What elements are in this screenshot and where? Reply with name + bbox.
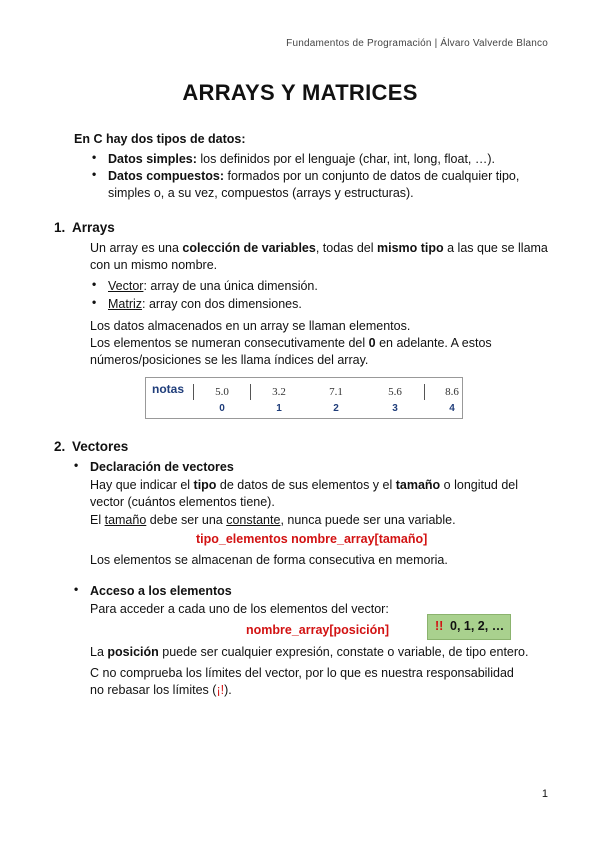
text-run-red: ¡! [216,683,225,697]
text-run: o longitud del [440,478,519,492]
text-run-bold: 0 [368,336,376,350]
decl-syntax: tipo_elementos nombre_array[tamaño] [196,532,428,546]
text-run: Los elementos se numeran consecutivamente del [90,336,369,350]
bullet-icon: • [92,277,97,291]
array-index: 0 [219,403,225,414]
arrays-p2: Los datos almacenados en un array se llaman elementos. [90,319,411,333]
text-run-bold: mismo tipo [376,241,444,255]
array-value: 7.1 [329,386,343,398]
section-number: 2. [54,439,66,454]
text-run-bold: tipo [193,478,217,492]
subheading-declaracion: Declaración de vectores [90,460,234,474]
text-run: debe ser una [146,513,227,527]
array-name-label: notas [152,382,185,396]
arrays-p1-cont: con un mismo nombre. [90,258,218,272]
compuestos-term: Datos compuestos: [108,169,224,183]
array-index: 2 [333,403,339,414]
page-number: 1 [541,788,548,800]
arrays-p1 [90,240,548,257]
matriz-term: Matriz [108,297,143,311]
intro-line: En C hay dos tipos de datos: [74,132,246,146]
text-run: , nunca puede ser una variable. [280,513,456,527]
acc-syntax: nombre_array[posición] [246,623,390,637]
text-run-underline: tamaño [104,513,147,527]
subheading-acceso: Acceso a los elementos [90,584,232,598]
array-value: 5.0 [215,386,229,398]
array-separator [424,384,425,400]
matriz-text: : array con dos dimensiones. [142,297,302,311]
intro-compuestos [108,168,519,185]
bullet-icon: • [92,295,97,309]
vector-term: Vector [108,279,144,293]
array-separator [250,384,251,400]
bullet-icon: • [74,458,79,472]
text-run: Un array es una [90,241,183,255]
warning-mark-icon: !! [435,619,444,633]
array-index: 3 [392,403,398,414]
decl-p3: Los elementos se almacenan de forma consecutiva en memoria. [90,553,448,567]
simples-term: Datos simples: [108,152,197,166]
text-run-underline: constante [226,513,281,527]
intro-compuestos-cont: simples o, a su vez, compuestos (arrays y estructuras). [108,186,414,200]
text-run: El [90,513,105,527]
bullet-icon: • [74,582,79,596]
acc-p1: Para acceder a cada uno de los elementos del vector: [90,602,389,616]
text-run: Hay que indicar el [90,478,194,492]
acc-p4 [90,682,232,699]
simples-text: los definidos por el lenguaje (char, int, long, float, …). [196,152,496,166]
page-title: ARRAYS Y MATRICES [182,80,418,105]
array-index: 1 [276,403,282,414]
array-value: 3.2 [272,386,286,398]
text-run: de datos de sus elementos y el [216,478,396,492]
text-run: no rebasar los límites ( [90,683,217,697]
text-run: en adelante. A estos [375,336,492,350]
section-heading-arrays: Arrays [72,220,115,235]
array-index: 4 [449,403,455,414]
compuestos-text: formados por un conjunto de datos de cualquier tipo, [224,169,520,183]
section-heading-vectores: Vectores [72,439,129,454]
arrays-p3-cont: números/posiciones se les llama índices del array. [90,353,369,367]
array-figure [145,377,463,419]
intro-simples [108,151,495,168]
text-run: a las que se llama [443,241,548,255]
index-note-text: 0, 1, 2, … [450,619,505,633]
acc-p2 [90,644,528,661]
section-number: 1. [54,220,66,235]
vector-def [108,278,318,295]
text-run: puede ser cualquier expresión, constate o variable, de tipo entero. [158,645,529,659]
array-separator [193,384,194,400]
running-header: Fundamentos de Programación | Álvaro Valverde Blanco [286,38,548,49]
bullet-icon: • [92,150,97,164]
index-note-badge [427,614,511,640]
decl-p1 [90,477,518,494]
decl-p2 [90,512,456,529]
bullet-icon: • [92,167,97,181]
array-value: 8.6 [445,386,459,398]
text-run: , todas del [315,241,377,255]
decl-p1-cont: vector (cuántos elementos tiene). [90,495,275,509]
text-run: La [90,645,108,659]
array-value: 5.6 [388,386,402,398]
vector-text: : array de una única dimensión. [143,279,318,293]
text-run: ). [224,683,232,697]
arrays-p3 [90,335,492,352]
text-run-bold: posición [107,645,159,659]
text-run-bold: colección de variables [182,241,316,255]
acc-p3: C no comprueba los límites del vector, por lo que es nuestra responsabilidad [90,666,514,680]
matriz-def [108,296,302,313]
text-run-bold: tamaño [395,478,441,492]
